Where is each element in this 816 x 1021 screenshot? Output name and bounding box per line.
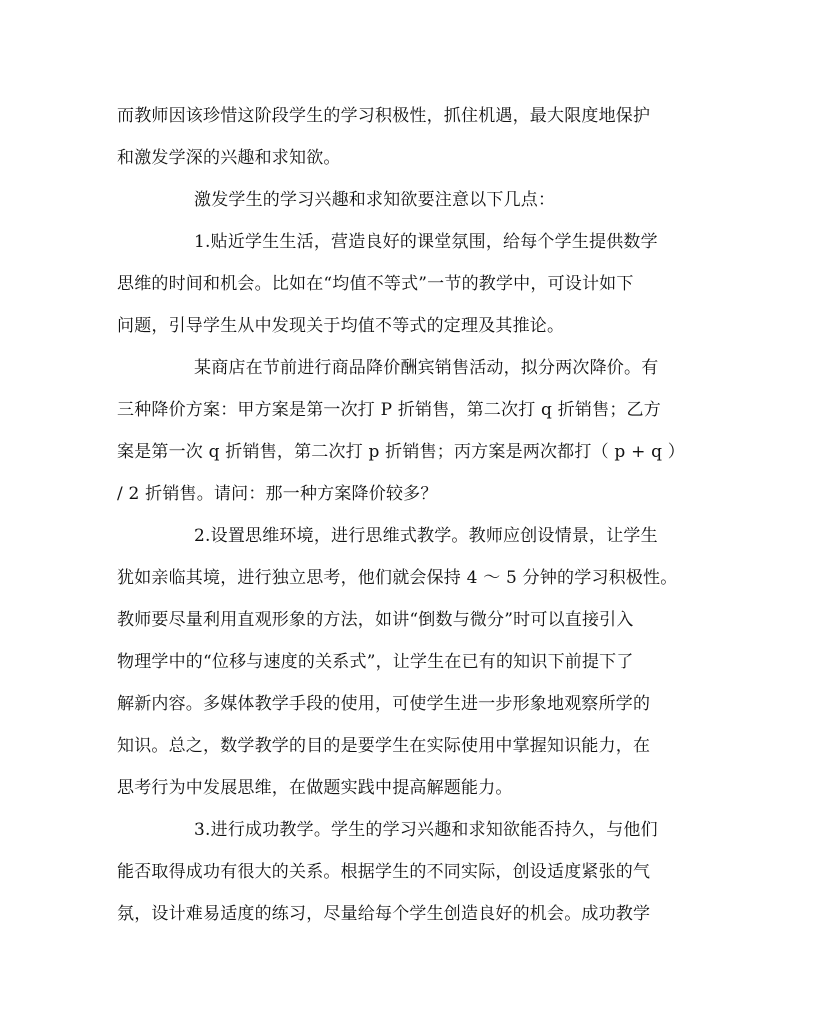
- body-line-9: 案是第一次 q 折销售，第二次打 p 折销售；丙方案是两次都打（ p + q ）: [117, 442, 686, 462]
- body-line-8: 三种降价方案：甲方案是第一次打 P 折销售，第二次打 q 折销售；乙方: [117, 400, 661, 420]
- body-line-1: 而教师因该珍惜这阶段学生的学习积极性，抓住机遇，最大限度地保护: [117, 106, 651, 126]
- body-line-11: 2.设置思维环境，进行思维式教学。教师应创设情景，让学生: [194, 526, 658, 546]
- body-line-2: 和激发学深的兴趣和求知欲。: [117, 148, 341, 168]
- body-line-14: 物理学中的“位移与速度的关系式”，让学生在已有的知识下前提下了: [117, 652, 634, 672]
- body-line-20: 氛，设计难易适度的练习，尽量给每个学生创造良好的机会。成功教学: [117, 904, 651, 924]
- body-line-10: / 2 折销售。请问：那一种方案降价较多？: [117, 484, 438, 504]
- body-line-4: 1.贴近学生生活，营造良好的课堂氛围，给每个学生提供数学: [194, 232, 658, 252]
- body-line-7: 某商店在节前进行商品降价酬宾销售活动，拟分两次降价。有: [194, 358, 659, 378]
- body-line-18: 3.进行成功教学。学生的学习兴趣和求知欲能否持久，与他们: [194, 820, 658, 840]
- body-line-12: 犹如亲临其境，进行独立思考，他们就会保持 4 ～ 5 分钟的学习积极性。: [117, 568, 678, 588]
- body-line-17: 思考行为中发展思维，在做题实践中提高解题能力。: [117, 778, 513, 798]
- body-line-13: 教师要尽量利用直观形象的方法，如讲“倒数与微分”时可以直接引入: [117, 610, 634, 630]
- body-line-5: 思维的时间和机会。比如在“均值不等式”一节的教学中，可设计如下: [117, 274, 634, 294]
- body-line-15: 解新内容。多媒体教学手段的使用，可使学生进一步形象地观察所学的: [117, 694, 651, 714]
- body-line-3: 激发学生的学习兴趣和求知欲要注意以下几点：: [194, 190, 556, 210]
- body-line-19: 能否取得成功有很大的关系。根据学生的不同实际，创设适度紧张的气: [117, 862, 651, 882]
- body-line-6: 问题，引导学生从中发现关于均值不等式的定理及其推论。: [117, 316, 565, 336]
- body-line-16: 知识。总之，数学教学的目的是要学生在实际使用中掌握知识能力，在: [117, 736, 651, 756]
